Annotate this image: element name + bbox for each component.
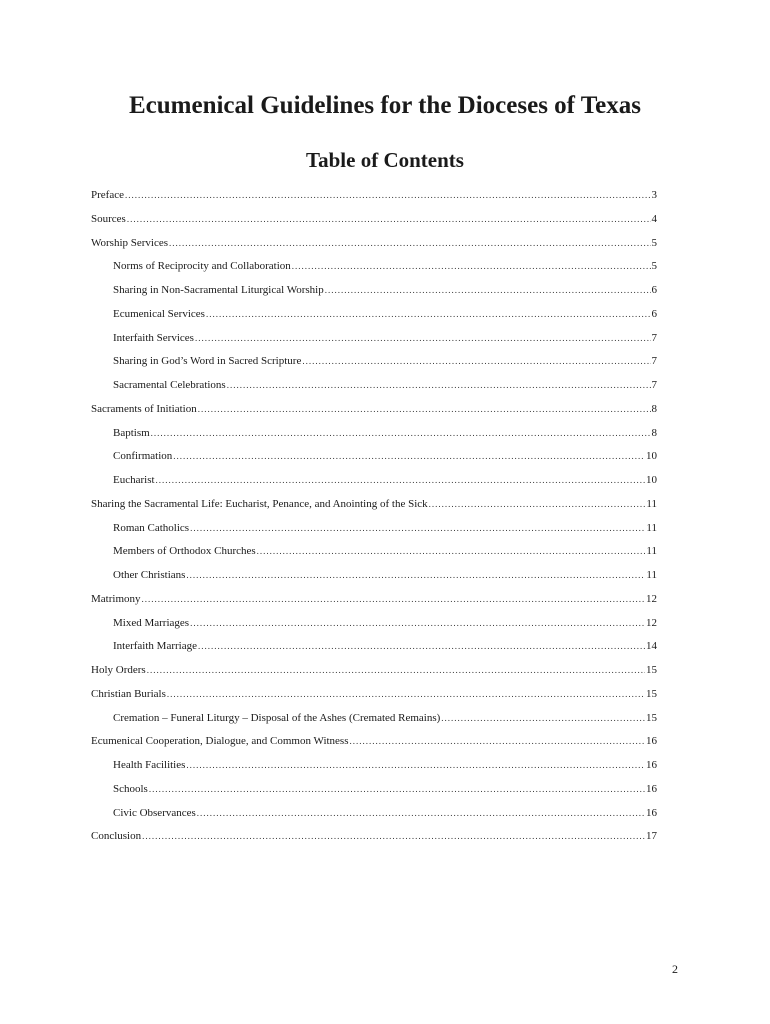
toc-entry-label: Preface [91,189,124,201]
toc-entry-label: Sharing the Sacramental Life: Eucharist, Penance, and Anointing of the Sick [91,497,428,510]
toc-dot-leader [186,570,645,580]
toc-entry[interactable] [91,213,657,237]
toc-entry-page: 16 [646,806,657,819]
toc-dot-leader [198,404,651,414]
toc-subentry[interactable] [91,569,657,593]
toc-dot-leader [127,214,651,224]
toc-entry-label: Interfaith Marriage [113,640,197,653]
toc-entry-label: Ecumenical Services [113,307,205,320]
toc-entry-page: 11 [646,569,657,581]
toc-entry-page: 16 [646,735,657,748]
toc-dot-leader [149,784,645,794]
toc-entry-label: Confirmation [113,450,173,463]
toc-entry-label: Other Christians [113,569,186,581]
toc-entry-label: Eucharist [113,474,155,486]
toc-dot-leader [302,356,650,366]
toc-dot-leader [257,546,646,556]
toc-dot-leader [186,760,645,770]
toc-subentry[interactable] [91,284,657,308]
toc-dot-leader [156,475,645,485]
toc-entry-page: 3 [651,189,657,201]
toc-entry-label: Sacramental Celebrations [113,379,226,391]
toc-subentry[interactable] [91,712,657,736]
toc-entry-page: 7 [651,379,657,391]
toc-entry[interactable] [91,735,657,759]
toc-entry-page: 11 [646,521,657,534]
toc-entry-label: Health Facilities [113,759,186,771]
toc-entry[interactable] [91,593,657,617]
toc-entry-label: Norms of Reciprocity and Collaboration [113,260,291,273]
toc-entry-page: 14 [646,640,657,653]
toc-entry-label: Conclusion [91,830,142,843]
toc-dot-leader [147,665,645,675]
toc-subentry[interactable] [91,308,657,332]
toc-dot-leader [195,333,651,343]
toc-entry-label: Baptism [113,426,150,439]
toc-entry-page: 15 [646,711,657,724]
toc-entry-label: Roman Catholics [113,521,190,534]
toc-subentry[interactable] [91,640,657,664]
toc-entry-page: 15 [646,664,657,676]
toc-entry-label: Worship Services [91,236,169,249]
toc-entry-label: Sacraments of Initiation [91,402,197,415]
toc-entry-page: 17 [646,830,657,843]
toc-dot-leader [198,641,645,651]
toc-entry[interactable] [91,688,657,712]
document-title: Ecumenical Guidelines for the Dioceses of Texas [128,92,642,119]
toc-entry-label: Christian Burials [91,687,166,700]
toc-subentry[interactable] [91,783,657,807]
toc-entry-page: 16 [646,759,657,771]
toc-entry-page: 5 [651,260,657,273]
toc-dot-leader [169,238,650,248]
toc-entry-page: 10 [646,474,657,486]
toc-subentry[interactable] [91,807,657,831]
toc-entry-label: Cremation – Funeral Liturgy – Disposal of the Ashes (Cremated Remains) [113,711,441,724]
toc-entry-page: 7 [651,355,657,368]
toc-entry-page: 11 [646,497,657,510]
toc-dot-leader [167,689,645,699]
toc-subentry[interactable] [91,332,657,356]
toc-entry[interactable] [91,830,657,854]
toc-dot-leader [325,285,651,295]
toc-heading: Table of Contents [306,148,464,172]
toc-entry-page: 8 [651,426,657,439]
table-of-contents [91,189,657,854]
toc-entry-page: 8 [651,402,657,415]
toc-entry-page: 11 [646,545,657,558]
toc-entry[interactable] [91,403,657,427]
toc-entry[interactable] [91,189,657,213]
toc-entry-page: 4 [651,212,657,225]
toc-entry-label: Holy Orders [91,664,146,676]
toc-dot-leader [190,618,645,628]
toc-entry-label: Schools [113,782,148,795]
toc-subentry[interactable] [91,260,657,284]
toc-entry-label: Civic Observances [113,806,196,819]
toc-subentry[interactable] [91,759,657,783]
toc-dot-leader [151,428,651,438]
toc-subentry[interactable] [91,355,657,379]
toc-dot-leader [142,831,645,841]
toc-subentry[interactable] [91,545,657,569]
toc-entry-page: 10 [646,450,657,463]
toc-entry-page: 6 [651,284,657,296]
toc-dot-leader [142,594,646,604]
toc-subentry[interactable] [91,450,657,474]
toc-entry-label: Sources [91,212,126,225]
toc-entry-page: 12 [646,592,657,605]
toc-entry-label: Interfaith Services [113,331,194,344]
toc-dot-leader [197,808,645,818]
toc-entry-label: Members of Orthodox Churches [113,545,256,558]
toc-subentry[interactable] [91,474,657,498]
toc-dot-leader [227,380,651,390]
toc-entry-label: Sharing in God’s Word in Sacred Scripture [113,355,302,368]
toc-dot-leader [125,190,651,200]
toc-entry-label: Mixed Marriages [113,616,190,629]
toc-entry[interactable] [91,664,657,688]
toc-entry-page: 7 [651,331,657,344]
toc-subentry[interactable] [91,427,657,451]
toc-dot-leader [429,499,646,509]
toc-subentry[interactable] [91,617,657,641]
toc-dot-leader [206,309,651,319]
toc-entry-page: 12 [646,616,657,629]
toc-entry-page: 6 [651,307,657,320]
toc-entry-label: Ecumenical Cooperation, Dialogue, and Common Witness [91,735,349,748]
toc-subentry[interactable] [91,379,657,403]
page-number: 2 [672,962,678,976]
toc-entry-page: 5 [651,236,657,249]
toc-entry-label: Matrimony [91,592,141,605]
toc-entry-label: Sharing in Non-Sacramental Liturgical Worship [113,284,324,296]
toc-dot-leader [173,451,645,461]
toc-subentry[interactable] [91,522,657,546]
toc-dot-leader [441,713,645,723]
toc-entry-page: 15 [646,687,657,700]
toc-entry[interactable] [91,237,657,261]
toc-dot-leader [292,261,651,271]
toc-entry-page: 16 [646,782,657,795]
toc-entry[interactable] [91,498,657,522]
toc-dot-leader [350,736,646,746]
toc-dot-leader [190,523,645,533]
